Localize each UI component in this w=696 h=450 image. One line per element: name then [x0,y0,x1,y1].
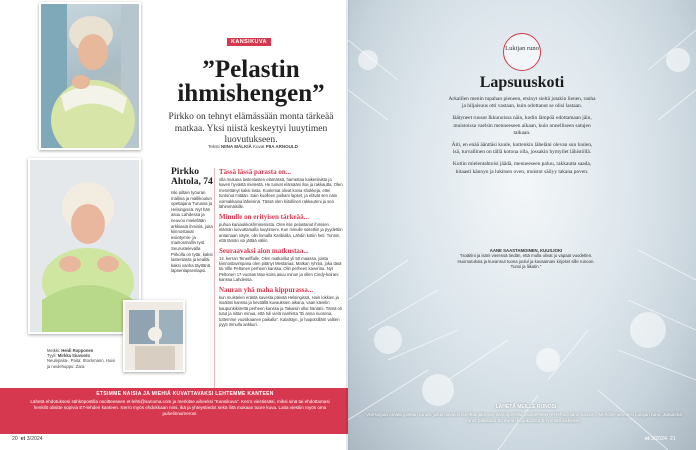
poem-signature [455,248,597,270]
makeup-label: Meikki [47,348,59,353]
person-bio: Iski piltain työuran mallina ja mallikoulun opettajana Turussa ja Helsingissä. Nyt hän asuu Lahdessa ja neuvoo mielellään arkkiasiä ihmisiä, joita kiinnostavat esiintymis- ja mainosmallin työt. Seurustelevalla Pirkolla on tytär, kaksi lastenlasta ja kealläi kaksi vanha täyttänä lapsenlapsenlapsi. [171,190,213,274]
reader-poem-badge [503,33,541,71]
author-name: AANE SAASTAMOINEN, KUUSJOKI [489,248,563,253]
caption-extra: Neulepaita-, Paita: Stockmann. Huivi ja neulehuppu: Zara. [47,358,116,369]
poem-body [448,96,596,181]
section-heading: Seuraavaksi aion matkustaa... [219,246,309,255]
poem-stanza: Kotiin mielentahtoisi jäädä, menneeseen paluu, rakkautta saada, hitaasti kännyn ja lukitsen oven, muistot säilyy takana poven. [452,161,592,175]
submit-poem-text: Voit tarjota omakirjoitetun runosi julkaistavaksi lähettämällä sen sähköpostilla osoitteeseen et-lehti@sanoma.com. Merkitse aiheeksi Lukijan runo. Julkaistut runot palkitaan 50 euron lahjakortilla S-ryhmän liikkeisiin. [366,412,682,423]
magazine-name: et [645,436,650,442]
poem-stanza: Äiti, en enää äänttäsi kuule, kuttenkin läheläni olevan sun luulen, isä, turvallinen on tällä kotona olla, jossakin hymyilet lähistöllä. [451,142,593,156]
kicker-label: KANSIKUVA [227,38,271,46]
section-text: 14. kerran Teneriffalle. Olen matkaillut yli 50 maassa, joista kiinnostavimpana olen pitänyt Mestariaa. Matkan ryhmä, joka täsä tai Ville Peltonen perheen kanssa. Olin perheen kaverina. Nyt Peltonen 17-vuotias Max-koira asuu minun ja ollen Cindy-koirani kanssa Lahdessa. [219,255,342,283]
storefront-illustration [125,302,185,372]
poem-stanza: Iäätyneet ruusut Ikkunoissa näin, kodin lämpöä odottamaan jäin, muistoissa vaelsin menneeseen aikaan, kuin onnelliseen satujen taikaan. [452,115,592,136]
cover-call-text: Lähetä ehdotuksesi sähköpostilla osoitteeseen et-lehti@sanoma.com ja merkitse aiheeksi ”Kansikuva”. Kerro viestissäsi, miksi sinä tai ehdottamasi henkilö olisitte sopivia ET-lehden kanteen. Kerro myös ehdokkaan nimi, ikä ja yhteystiedot sekä liitä mukaan tuore kuva. Laita viestiin myös oma puhelinnumerosi. [30,399,330,417]
article-title: ”Pelastin ihmishengen” [177,56,325,107]
section-heading: Tässä lässä parasta on... [219,168,291,176]
submit-poem-title: LÄHETÄ MEILLE RUNOSI [495,404,557,410]
right-folio [645,436,676,442]
styling-name: Mirkka Siuvuoto [57,353,91,359]
page-number: 20 [12,436,18,442]
text-credit-label: Teksti [208,144,220,149]
page-gutter [346,0,350,450]
poem-title: Lapsuuskoti [479,74,565,91]
photo-credit-name: PIIA ARNOULD [265,144,298,149]
article-deck: Pirkko on tehnyt elämässään monta tärkeää matkaa. Yksi niistä keskeytyi luuytimen luovutukseen. [168,112,334,145]
poem-stanza: Arkaillen menin tupahan pieneen, etsinyt sieltä jotakin lienen, rauha ja hiljaisuus otti vastaan, kuin odottanut se olisi lastaan. [448,96,596,110]
issue-number: 3/2024 [26,436,43,442]
article-body [219,168,343,328]
photo-caption: Meikki: Heidi Ropponen Tyyli: Mirkka Siuvuoto Neulepaita-, Paita: Stockmann. Huivi ja neulehuppu: Zara. [47,348,116,369]
portrait-photo-top [39,2,141,150]
person-name: Pirkko Ahtola, 74 [171,167,213,187]
author-note: ”Isoäitini ja isäni vieressä tiedän, että mulla olivat jo vapaat vuodetlen. Huomutuksia ja kuvannut tuona joulul ja kuvaamani kirjoitet sille runoon. Tunsi ja liikutin.” [457,253,595,270]
section-text: olla mukana lastenlasten elämässä, harrastaa kaikenlaista ja kaveri hyvästä mielestä. He tuovat elämääni iloa ja rakkautta. Olen menettänyt kaksi lasta. Kuolemat olivat kovia shokkeja, ettei tuntunut mitään. Sain kuolleen poikani lapset, ja elävät sen näin voimakkaina läheisinä. Tässä olen kiitollinen rakkauteni ja sen lähimmäisille. [219,177,343,210]
text-credit-name: NIINA MÄLKIÄ [220,144,252,149]
page-number: 21 [669,436,676,442]
section-text: puhua kaniaukkoshmisemista. Olen itse pelastanut ihmisen elämän luovuttamalla luuytimeni. Kun minulle soitettiin ja pyydettiin antamaan näyte, olin lomalla Karibialla. Lähdin kotiin heti. Tunnin, että tämän voi jättää väliin. [219,221,343,244]
issue-number: 3/2024 [651,436,667,442]
badge-label: Lukijan runo [505,45,539,52]
byline [168,144,338,149]
section-heading: Minulle on erityisen tärkeää... [219,212,309,221]
storefront-photo [123,300,185,372]
section-text: kun muistelen erästä savesta päivää Helsingissä. Hain lokkien ja isoäitini kanssa ja keväällä kuvauksien aikana, vaan kävelin kaupunkikiirettä perheen kanssa ja Takaisin ollut häntäni. Tämä oli tutut ja nitäin minua, että tuli vielä nanhista ”Ei anna nuorena, tuttemme vuosikaanen paikalla”. Kalatstyn, jo haipotsilläm valtien pyyti minulla ankkuri. [219,294,342,328]
left-folio [12,436,43,442]
woman-in-hat-illustration [41,4,141,150]
magazine-name: et [20,436,26,442]
section-heading: Nauran yhä maha kippurassa... [219,285,314,294]
cover-call-title: ETSIMME NAISIA JA MIEHIÄ KUVATTAVAKSI LEHTEMME KANTEEN [96,391,274,397]
column-divider [214,168,215,388]
photo-credit-label: Kuvat [252,144,265,149]
makeup-name: Heidi Ropponen [61,348,94,353]
styling-label: Tyyli [47,353,56,359]
